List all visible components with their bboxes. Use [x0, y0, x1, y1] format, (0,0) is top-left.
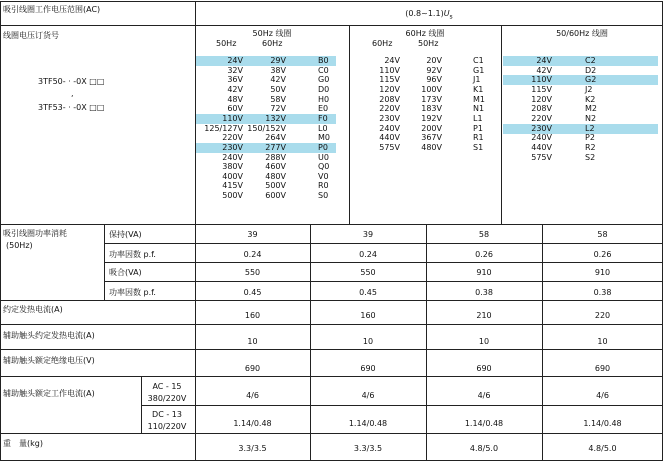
v-rule — [104, 224, 105, 300]
h-rule — [0, 349, 663, 350]
col3-order-code: C2 — [585, 56, 596, 65]
model-3tf53: 3TF53- · -0X □□ — [38, 103, 105, 112]
voltage-range-unit: U — [443, 9, 450, 18]
col1-voltage-50hz: 380V — [222, 162, 243, 171]
col3-title: 50/60Hz 线圈 — [556, 29, 608, 38]
col2-voltage-50hz: 367V — [421, 133, 442, 142]
pickup-pf-value: 0.45 — [243, 288, 262, 297]
hold-va-value: 58 — [597, 230, 608, 239]
col1-voltage-50hz: 36V — [227, 75, 243, 84]
voltage-range — [195, 9, 663, 23]
aux-operating-label: 辅助触头额定工作电流(A) — [3, 389, 95, 398]
aux-thermal-value: 10 — [597, 337, 608, 346]
col3-order-code: R2 — [585, 143, 596, 152]
h-rule — [0, 25, 663, 26]
weight-value: 3.3/3.5 — [238, 444, 267, 453]
dc13-value: 1.14/0.48 — [464, 419, 504, 428]
col1-voltage-60hz: 480V — [265, 172, 286, 181]
col1-order-code: E0 — [318, 104, 329, 113]
col2-voltage-60hz: 208V — [379, 95, 400, 104]
hold-pf-value: 0.24 — [359, 250, 377, 259]
col3-order-code: L2 — [585, 124, 595, 133]
col1-voltage-60hz: 277V — [265, 143, 286, 152]
ac15-value: 4/6 — [361, 391, 375, 400]
col1-order-code: S0 — [318, 191, 329, 200]
v-rule — [310, 224, 311, 460]
pickup-pf-value: 0.38 — [475, 288, 493, 297]
hold-va-label: 保持(VA) — [109, 230, 142, 239]
col2-voltage-50hz: 92V — [426, 66, 442, 75]
h-rule — [104, 281, 663, 282]
col2-voltage-50hz: 200V — [421, 124, 442, 133]
col3-order-code: P2 — [585, 133, 595, 142]
col3-order-code: G2 — [585, 75, 597, 84]
col3-voltage: 110V — [531, 75, 552, 84]
pickup-pf-value: 0.45 — [359, 288, 377, 297]
col1-order-code: G0 — [318, 75, 330, 84]
aux-insulation-value: 690 — [244, 364, 261, 373]
col1-order-code: V0 — [318, 172, 329, 181]
col1-voltage-50hz: 500V — [222, 191, 243, 200]
col1-voltage-50hz: 220V — [222, 133, 243, 142]
col2-voltage-60hz: 440V — [379, 133, 400, 142]
col2-voltage-60hz: 220V — [379, 104, 400, 113]
col1-order-code: F0 — [318, 114, 328, 123]
col2-voltage-50hz: 100V — [421, 85, 442, 94]
col1-sub-60hz: 60Hz — [262, 39, 283, 48]
dc13-value: 1.14/0.48 — [583, 419, 622, 428]
v-rule — [195, 1, 196, 460]
col3-voltage: 24V — [536, 56, 552, 65]
pickup-va-value: 550 — [360, 268, 376, 277]
col2-order-code: J1 — [473, 75, 481, 84]
aux-thermal-value: 10 — [247, 337, 258, 346]
col2-voltage-50hz: 20V — [426, 56, 442, 65]
col2-title: 60Hz 线圈 — [405, 29, 445, 38]
pickup-va-value: 550 — [244, 268, 261, 277]
col2-voltage-60hz: 24V — [384, 56, 400, 65]
col1-voltage-60hz: 288V — [265, 153, 286, 162]
ac15-label: AC - 15 — [152, 382, 182, 391]
col2-voltage-60hz: 230V — [379, 114, 400, 123]
col3-voltage: 240V — [531, 133, 552, 142]
col3-voltage: 230V — [531, 124, 552, 133]
col2-voltage-60hz: 115V — [379, 75, 400, 84]
col3-order-code: K2 — [585, 95, 596, 104]
col2-order-code: G1 — [473, 66, 485, 75]
v-rule — [0, 1, 1, 460]
col2-voltage-50hz: 192V — [421, 114, 442, 123]
h-rule — [0, 376, 663, 377]
v-rule — [349, 25, 350, 224]
aux-insulation-label: 辅助触头额定绝缘电压(V) — [3, 356, 95, 365]
col3-order-code: S2 — [585, 153, 596, 162]
pickup-va-value: 910 — [476, 268, 492, 277]
col2-voltage-60hz: 110V — [379, 66, 400, 75]
col3-order-code: D2 — [585, 66, 597, 75]
col2-voltage-60hz: 575V — [379, 143, 400, 152]
h-rule — [0, 224, 663, 225]
aux-insulation-value: 690 — [476, 364, 492, 373]
col1-voltage-60hz: 500V — [265, 181, 286, 190]
hold-pf-value: 0.26 — [593, 250, 612, 259]
col1-sub-50hz: 50Hz — [216, 39, 237, 48]
dc13-value: 1.14/0.48 — [233, 419, 272, 428]
thermal-current-value: 160 — [244, 311, 261, 320]
h-rule — [0, 433, 663, 434]
col1-voltage-60hz: 58V — [270, 95, 286, 104]
weight-label: 重 量(kg) — [3, 439, 43, 448]
col1-voltage-60hz: 264V — [265, 133, 286, 142]
aux-insulation-value: 690 — [594, 364, 611, 373]
thermal-current-value: 210 — [476, 311, 492, 320]
col3-order-code: J2 — [585, 85, 593, 94]
col2-voltage-50hz: 96V — [426, 75, 442, 84]
hold-pf-value: 0.24 — [243, 250, 262, 259]
ac15-value: 4/6 — [246, 391, 259, 400]
order-number-label: 线圈电压订货号 — [3, 31, 59, 40]
col2-order-code: S1 — [473, 143, 484, 152]
h-rule — [0, 1, 663, 2]
hold-va-value: 58 — [478, 230, 490, 239]
col1-voltage-60hz: 42V — [270, 75, 286, 84]
power-consumption-label: 吸引线圈功率消耗 — [3, 229, 67, 238]
col1-voltage-50hz: 48V — [227, 95, 243, 104]
col3-order-code: N2 — [585, 114, 597, 123]
col1-order-code: U0 — [318, 153, 329, 162]
col1-voltage-50hz: 415V — [222, 181, 243, 190]
pickup-pf-label: 功率因数 p.f. — [109, 288, 156, 297]
col1-voltage-50hz: 42V — [227, 85, 243, 94]
col2-voltage-60hz: 240V — [379, 124, 400, 133]
thermal-current-value: 220 — [594, 311, 611, 320]
h-rule — [104, 262, 663, 263]
aux-thermal-label: 辅助触头约定发热电流(A) — [3, 331, 95, 340]
power-consumption-sub: (50Hz) — [6, 241, 33, 250]
model-3tf50: 3TF50- · -0X □□ — [38, 77, 105, 86]
col2-order-code: P1 — [473, 124, 483, 133]
col3-voltage: 115V — [531, 85, 552, 94]
h-rule — [141, 405, 663, 406]
col2-voltage-60hz: 120V — [379, 85, 400, 94]
col3-voltage: 220V — [531, 114, 552, 123]
col1-voltage-60hz: 50V — [270, 85, 286, 94]
col1-voltage-50hz: 24V — [227, 56, 243, 65]
col2-sub-60hz: 60Hz — [372, 39, 393, 48]
col1-voltage-50hz: 230V — [222, 143, 243, 152]
v-rule — [426, 224, 427, 460]
thermal-current-value: 160 — [360, 311, 376, 320]
col2-sub-50hz: 50Hz — [418, 39, 439, 48]
thermal-current-label: 约定发热电流(A) — [3, 305, 63, 314]
v-rule — [141, 376, 142, 433]
h-rule — [0, 300, 663, 301]
h-rule — [0, 324, 663, 325]
aux-thermal-value: 10 — [362, 337, 374, 346]
col3-voltage: 120V — [531, 95, 552, 104]
col2-order-code: N1 — [473, 104, 485, 113]
hold-va-value: 39 — [362, 230, 374, 239]
col1-order-code: L0 — [318, 124, 328, 133]
col1-voltage-50hz: 110V — [222, 114, 243, 123]
col1-voltage-50hz: 400V — [222, 172, 243, 181]
col1-order-code: R0 — [318, 181, 329, 190]
col1-voltage-60hz: 460V — [265, 162, 286, 171]
voltage-range-sub: s — [449, 13, 453, 21]
v-rule — [501, 25, 502, 224]
col1-order-code: D0 — [318, 85, 330, 94]
model-separator: , — [71, 89, 74, 98]
col1-voltage-60hz: 29V — [270, 56, 286, 65]
ac15-volt: 380/220V — [147, 394, 187, 403]
col2-order-code: C1 — [473, 56, 484, 65]
col2-order-code: M1 — [473, 95, 485, 104]
ac15-value: 4/6 — [477, 391, 491, 400]
col1-order-code: H0 — [318, 95, 330, 104]
weight-value: 4.8/5.0 — [469, 444, 499, 453]
col2-order-code: K1 — [473, 85, 484, 94]
col1-order-code: C0 — [318, 66, 329, 75]
weight-value: 3.3/3.5 — [353, 444, 383, 453]
col1-order-code: P0 — [318, 143, 328, 152]
col3-voltage: 42V — [536, 66, 552, 75]
aux-thermal-value: 10 — [478, 337, 490, 346]
h-rule — [104, 243, 663, 244]
col1-voltage-50hz: 60V — [227, 104, 243, 113]
col2-order-code: R1 — [473, 133, 484, 142]
col1-voltage-50hz: 125/127V — [204, 124, 243, 133]
hold-pf-label: 功率因数 p.f. — [109, 250, 156, 259]
v-rule — [542, 224, 543, 460]
weight-value: 4.8/5.0 — [588, 444, 617, 453]
col3-voltage: 440V — [531, 143, 552, 152]
operating-voltage-label: 吸引线圈工作电压范围(AC) — [3, 5, 101, 14]
h-rule — [0, 460, 663, 461]
col3-voltage: 208V — [531, 104, 552, 113]
col1-voltage-50hz: 32V — [227, 66, 243, 75]
col1-order-code: M0 — [318, 133, 330, 142]
aux-insulation-value: 690 — [360, 364, 376, 373]
col1-order-code: B0 — [318, 56, 329, 65]
voltage-range-text: (0.8~1.1) — [405, 9, 444, 18]
col1-voltage-60hz: 38V — [270, 66, 286, 75]
col2-voltage-50hz: 183V — [421, 104, 442, 113]
col2-voltage-50hz: 173V — [421, 95, 442, 104]
ac15-value: 4/6 — [596, 391, 609, 400]
pickup-va-label: 吸合(VA) — [109, 268, 142, 277]
pickup-pf-value: 0.38 — [593, 288, 612, 297]
col1-title: 50Hz 线圈 — [252, 29, 292, 38]
hold-va-value: 39 — [247, 230, 258, 239]
col1-voltage-60hz: 150/152V — [247, 124, 286, 133]
col1-voltage-60hz: 72V — [270, 104, 286, 113]
col2-voltage-50hz: 480V — [421, 143, 442, 152]
col1-voltage-60hz: 132V — [265, 114, 286, 123]
dc13-volt: 110/220V — [147, 422, 187, 431]
dc13-value: 1.14/0.48 — [348, 419, 388, 428]
hold-pf-value: 0.26 — [475, 250, 493, 259]
col1-voltage-50hz: 240V — [222, 153, 243, 162]
pickup-va-value: 910 — [594, 268, 611, 277]
col3-order-code: M2 — [585, 104, 597, 113]
col1-order-code: Q0 — [318, 162, 330, 171]
dc13-label: DC - 13 — [152, 410, 182, 419]
col2-order-code: L1 — [473, 114, 483, 123]
col1-voltage-60hz: 600V — [265, 191, 286, 200]
col3-voltage: 575V — [531, 153, 552, 162]
